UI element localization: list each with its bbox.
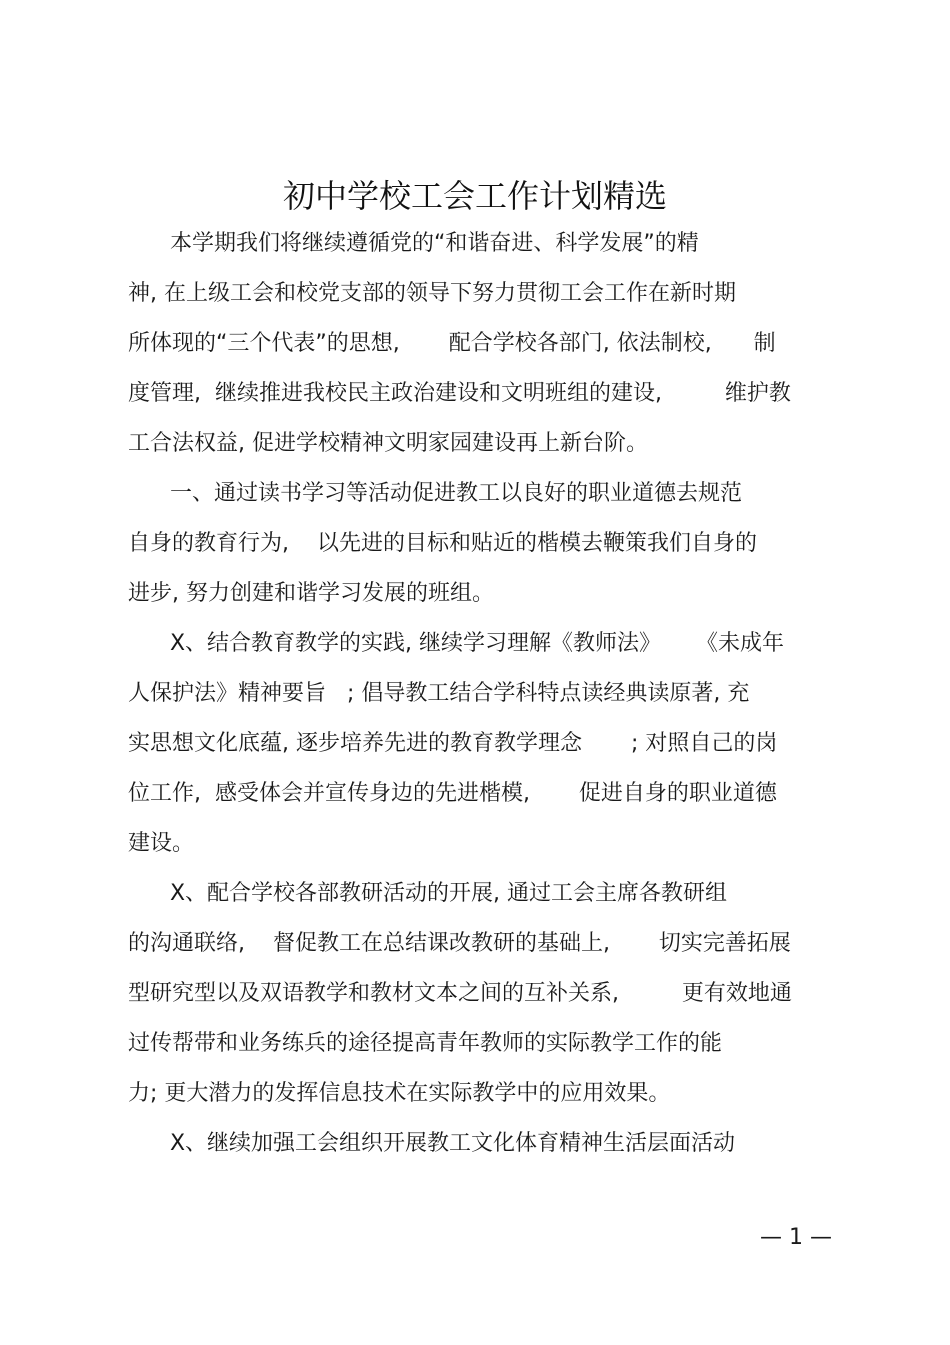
body-line: 自身的教育行为, 以先进的目标和贴近的楷模去鞭策我们自身的 — [128, 531, 757, 556]
body-line: 的沟通联络, 督促教工在总结课改教研的基础上, 切实完善拓展 — [128, 931, 791, 956]
body-line: X、配合学校各部教研活动的开展, 通过工会主席各教研组 — [128, 881, 728, 906]
body-line: 所体现的“三个代表”的思想, 配合学校各部门, 依法制校, 制 — [128, 331, 776, 356]
body-line: X、结合教育教学的实践, 继续学习理解《教师法》 《未成年 — [128, 631, 784, 656]
body-line: 工合法权益, 促进学校精神文明家园建设再上新台阶。 — [128, 431, 648, 456]
document-title: 初中学校工会工作计划精选 — [282, 177, 667, 215]
body-line: 位工作, 感受体会并宣传身边的先进楷模, 促进自身的职业道德 — [128, 781, 777, 806]
body-line: 建设。 — [128, 831, 195, 856]
body-line: 神, 在上级工会和校党支部的领导下努力贯彻工会工作在新时期 — [128, 281, 736, 306]
body-line: X、继续加强工会组织开展教工文化体育精神生活层面活动 — [128, 1131, 736, 1156]
body-line: 一、通过读书学习等活动促进教工以良好的职业道德去规范 — [128, 481, 742, 506]
body-line: 实思想文化底蕴, 逐步培养先进的教育教学理念 ; 对照自己的岗 — [128, 731, 778, 756]
body-line: 过传帮带和业务练兵的途径提高青年教师的实际教学工作的能 — [128, 1031, 723, 1056]
page-number: — 1 — — [760, 1225, 832, 1250]
body-line: 度管理, 继续推进我校民主政治建设和文明班组的建设, 维护教 — [128, 381, 791, 406]
body-line: 力; 更大潜力的发挥信息技术在实际教学中的应用效果。 — [128, 1081, 671, 1106]
body-line: 型研究型以及双语教学和教材文本之间的互补关系, 更有效地通 — [128, 981, 792, 1006]
body-line: 人保护法》精神要旨 ; 倡导教工结合学科特点读经典读原著, 充 — [128, 681, 750, 706]
body-line: 本学期我们将继续遵循党的“和谐奋进、科学发展”的精 — [128, 231, 699, 256]
body-line: 进步, 努力创建和谐学习发展的班组。 — [128, 581, 494, 606]
